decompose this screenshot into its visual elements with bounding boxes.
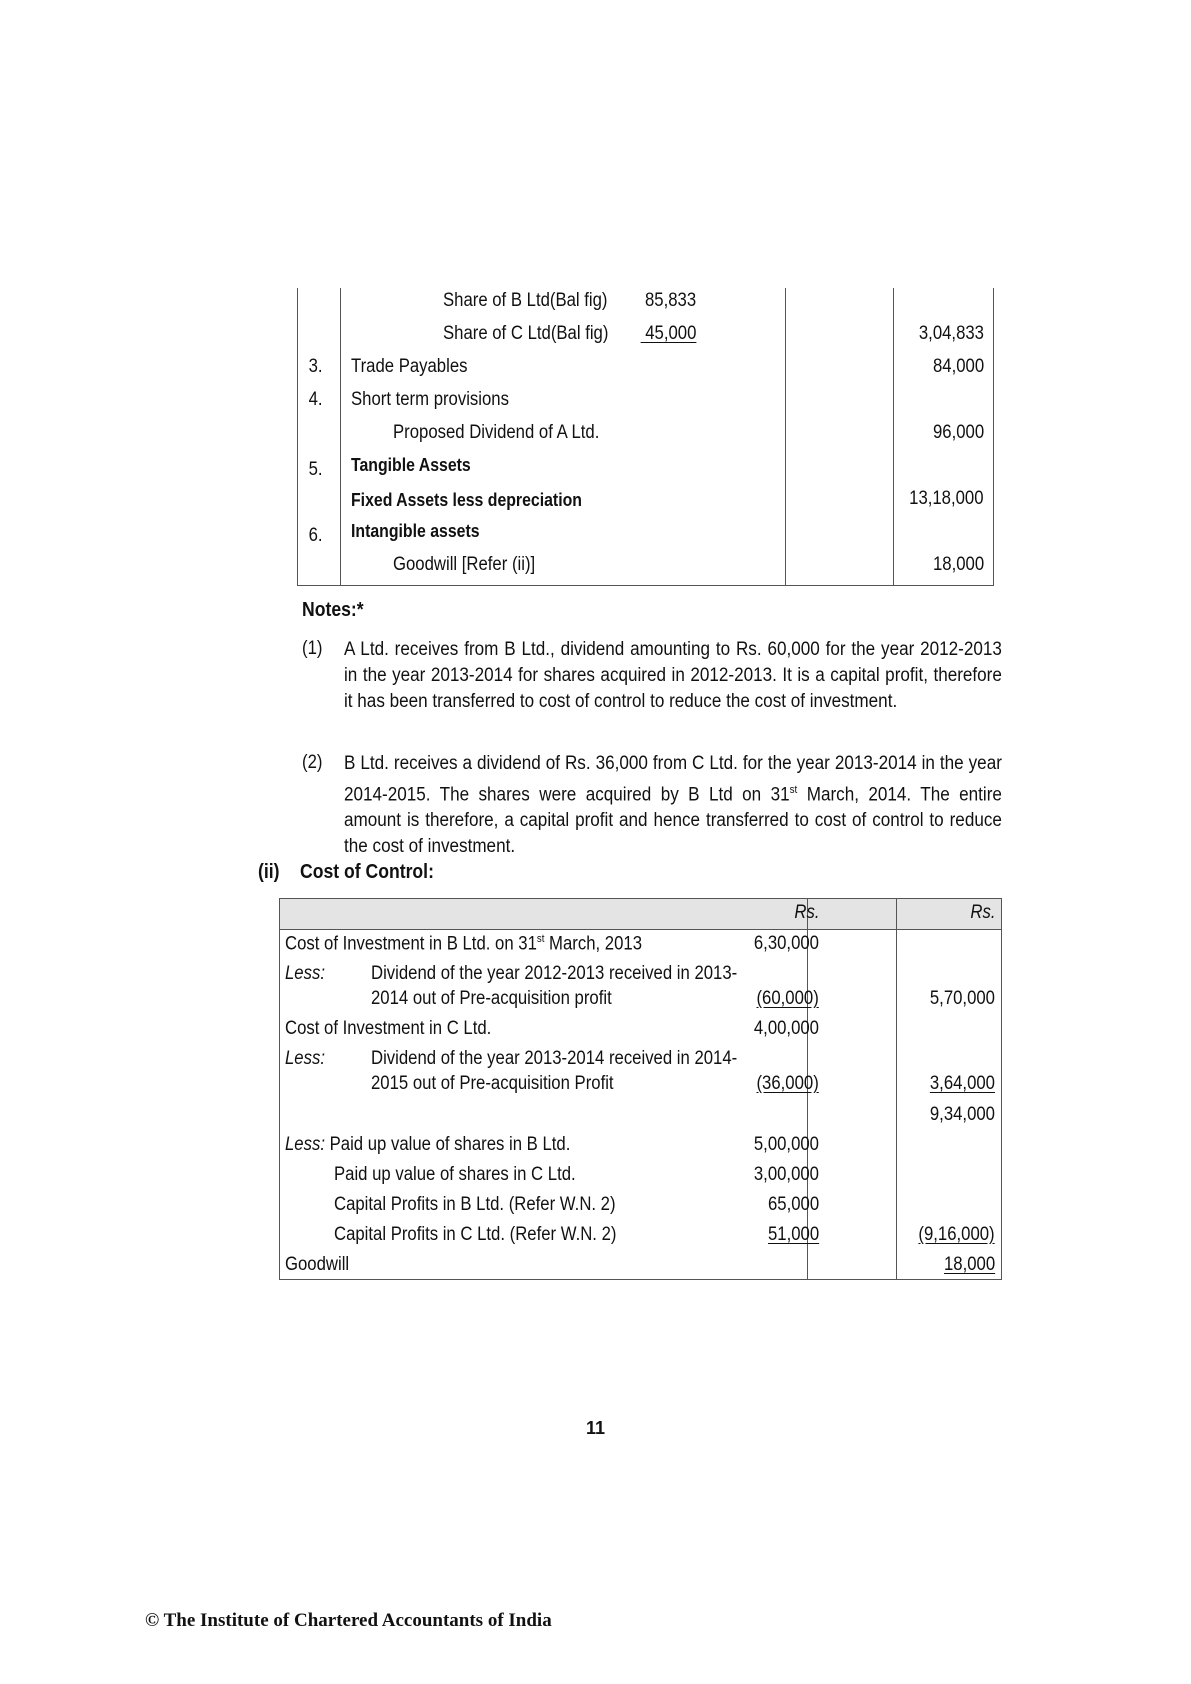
row-amount: 6,30,000 (753, 933, 819, 954)
balance-sheet-notes-table (297, 288, 994, 586)
row-amount: 4,00,000 (753, 1018, 819, 1039)
header-currency: Rs. (793, 902, 819, 923)
table-row (297, 453, 994, 483)
table-row (297, 420, 994, 450)
row-total: (9,16,000) (918, 1224, 995, 1245)
row-description: Dividend of the year 2013-2014 received in 2014- (371, 1048, 738, 1069)
row-description: Capital Profits in B Ltd. (Refer W.N. 2) (334, 1194, 616, 1215)
row-number: 3. (308, 356, 323, 377)
row-amount: (60,000) (756, 988, 819, 1009)
row-total: 13,18,000 (909, 488, 984, 509)
row-description: 2015 out of Pre-acquisition Profit (371, 1073, 614, 1094)
note-text-content (344, 751, 1002, 860)
section-title: Cost of Control: (300, 861, 434, 883)
table-row (297, 354, 994, 384)
row-heading: Intangible assets (351, 521, 480, 541)
table-row (297, 288, 994, 318)
row-total: 3,04,833 (918, 323, 984, 344)
row-description: Goodwill (285, 1254, 350, 1275)
row-amount: 5,00,000 (753, 1134, 819, 1155)
notes-title: Notes:* (302, 599, 364, 621)
row-description: Trade Payables (351, 356, 468, 377)
row-total: 96,000 (932, 422, 984, 443)
row-amount: 3,00,000 (753, 1164, 819, 1185)
row-total: 9,34,000 (929, 1104, 995, 1125)
row-number: 4. (308, 389, 323, 410)
row-total: 84,000 (932, 356, 984, 377)
text-part: Paid up value of shares in B Ltd. (324, 1134, 571, 1155)
row-amount: 65,000 (767, 1194, 819, 1215)
note-text-content: A Ltd. receives from B Ltd., dividend amounting to Rs. 60,000 for the year 2012-2013 in the year 2013-2014 for shares acquired in 2012-2013. It is a capital profit, therefore it has been transferred to cost of control to reduce the cost of investment. (344, 639, 1002, 712)
row-amount: 51,000 (767, 1224, 819, 1245)
row-total: 3,64,000 (929, 1073, 995, 1094)
table-row (297, 519, 994, 549)
table-header (280, 899, 1001, 930)
page-number: 11 (585, 1418, 606, 1438)
less-label: Less: (285, 1048, 325, 1069)
table-row (297, 552, 994, 582)
row-amount: (36,000) (756, 1073, 819, 1094)
note-label: (1) (302, 638, 323, 659)
row-description: Capital Profits in C Ltd. (Refer W.N. 2) (334, 1224, 617, 1245)
row-description: Share of C Ltd(Bal fig) (443, 323, 609, 344)
row-amount: 85,833 (644, 290, 696, 311)
row-description: Paid up value of shares in C Ltd. (334, 1164, 576, 1185)
row-total: 5,70,000 (929, 988, 995, 1009)
row-description: Share of B Ltd(Bal fig) (443, 290, 608, 311)
row-description: Cost of Investment in C Ltd. (285, 1018, 492, 1039)
table-row (297, 321, 994, 351)
superscript: st (536, 933, 545, 945)
less-label: Less: (285, 1134, 325, 1155)
table-border-bottom (297, 585, 994, 586)
row-description (285, 1134, 570, 1156)
row-total: 18,000 (943, 1254, 995, 1275)
section-heading (258, 861, 434, 884)
note-text (344, 751, 1002, 860)
note-superscript: st (789, 784, 798, 796)
row-description: 2014 out of Pre-acquisition profit (371, 988, 612, 1009)
section-label: (ii) (258, 861, 280, 883)
text-part: Cost of Investment in B Ltd. on 31 (285, 933, 537, 955)
table-divider (896, 899, 897, 1279)
footer-copyright: © The Institute of Chartered Accountants of India (145, 1610, 552, 1631)
row-total: 18,000 (932, 554, 984, 575)
less-label: Less: (285, 963, 325, 984)
note-text (344, 637, 1002, 715)
row-description: Goodwill [Refer (ii)] (393, 554, 536, 575)
note-text-part: March, 2014. The entire amount is therefore, a capital profit and hence transferred to cost of control to reduce the cost of investment. (344, 784, 1002, 858)
header-currency: Rs. (969, 902, 995, 923)
note-text-part: B Ltd. receives a dividend of Rs. 36,000 from C Ltd. for the year 2013-2014 in the year 2014-2015. The shares were acquired by B Ltd on 31 (344, 753, 1002, 806)
cost-of-control-table (279, 898, 1002, 1280)
table-row (297, 387, 994, 417)
row-heading: Tangible Assets (351, 455, 471, 475)
table-row (297, 486, 994, 516)
row-description: Dividend of the year 2012-2013 received in 2013- (371, 963, 738, 984)
row-amount: 45,000 (640, 323, 696, 344)
row-description (285, 933, 642, 955)
note-label: (2) (302, 752, 323, 773)
row-description: Short term provisions (351, 389, 509, 410)
text-part: March, 2013 (544, 933, 643, 955)
row-number: 5. (308, 459, 323, 480)
row-description: Proposed Dividend of A Ltd. (393, 422, 600, 443)
row-heading: Fixed Assets less depreciation (351, 490, 582, 510)
row-number: 6. (308, 525, 323, 546)
